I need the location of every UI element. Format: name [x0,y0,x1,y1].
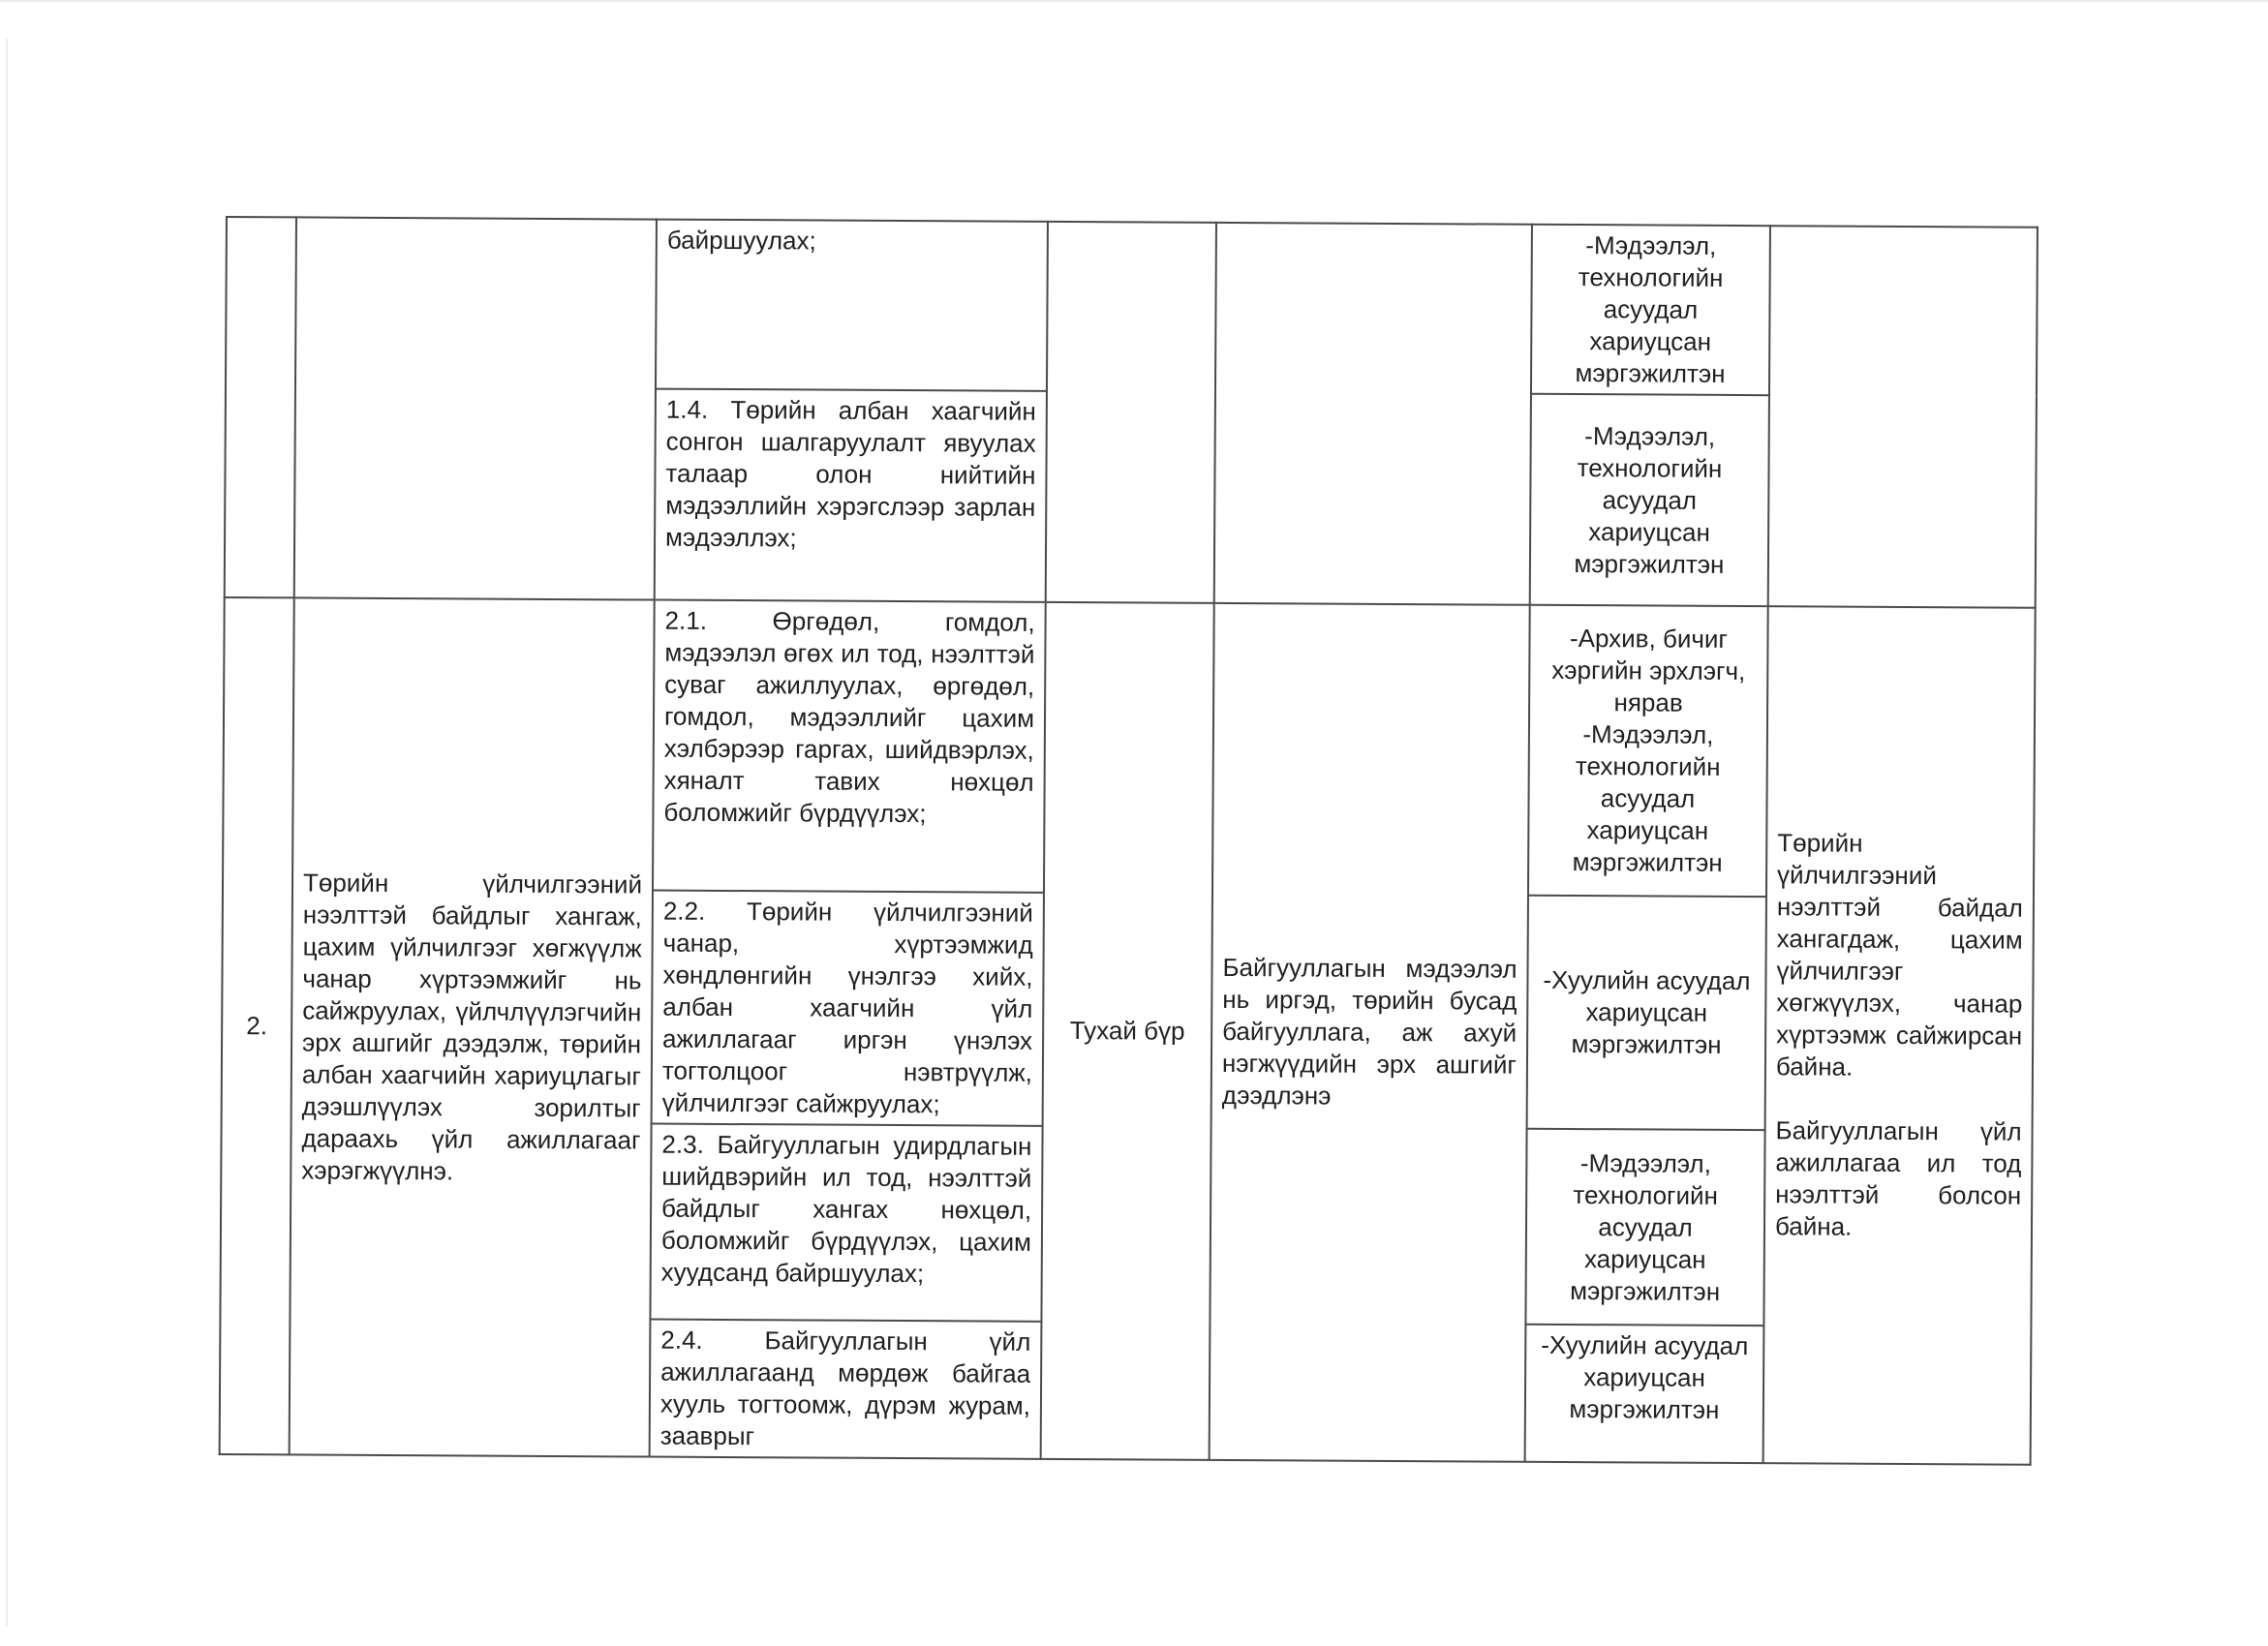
task-cell: 2.2. Төрийн үйлчилгээний чанар, хүртээмжид хөндлөнгийн үнэлгээ хийх, албан хаагчийн үйл ажиллагааг иргэн үнэлэх тогтолцоог нэвтрүүлж, үйлчилгээг сайжруулах; [652,891,1044,1126]
row-number-cell: 2. [220,597,294,1454]
outcome-cell [1768,226,2038,608]
responsible-cell: -Мэдээлэл, технологийн асуудал хариуцсан мэргэжилтэн [1525,1129,1764,1326]
scan-edge-top [0,0,2268,3]
timing-cell [1046,222,1216,603]
responsible-cell: -Архив, бичиг хэргийн эрхлэгч, нярав -Мэдээлэл, технологийн асуудал хариуцсан мэргэжилтэн [1528,605,1768,897]
row-number-cell [225,217,296,597]
scan-edge-left [6,39,8,1627]
table-row [226,217,2038,397]
responsible-cell: -Мэдээлэл, технологийн асуудал хариуцсан мэргэжилтэн [1530,394,1769,606]
result-cell [1214,223,1532,605]
responsible-cell: -Мэдээлэл, технологийн асуудал хариуцсан мэргэжилтэн [1531,225,1770,395]
action-plan-table [219,216,2038,1466]
goal-cell [294,217,657,599]
task-cell: 2.1. Өргөдөл, гомдол, мэдээлэл өгөх ил тод, нээлттэй суваг ажиллуулах, өргөдөл, гомдол, мэдээллийг цахим хэлбэрээр гаргах, шийдвэрлэх, хяналт тавих нөхцөл боломжийг бүрдүүлэх; [653,600,1046,893]
responsible-cell: -Хуулийн асуудал хариуцсан мэргэжилтэн [1527,896,1766,1130]
result-cell: Байгууллагын мэдээлэл нь иргэд, төрийн бусад байгууллага, аж ахуй нэгжүүдийн эрх ашгийг дээдлэнэ [1210,603,1530,1462]
task-cell: байршуулах; [656,220,1048,391]
task-cell: 1.4. Төрийн албан хаагчийн сонгон шалгаруулалт явуулах талаар олон нийтийн мэдээллийн хэрэгслээр зарлан мэдээллэх; [655,389,1047,602]
goal-cell: Төрийн үйлчилгээний нээлттэй байдлыг хангаж, цахим үйлчилгээг хөгжүүлж чанар хүртээмжийг нь сайжруулах, үйлчлүүлэгчийн эрх ашгийг дээдэлж, төрийн албан хаагчийн хариуцлагыг дээшлүүлэх зорилтыг дараахь үйл ажиллагааг хэрэгжүүлнэ. [290,597,655,1456]
task-cell: 2.3. Байгууллагын удирдлагын шийдвэрийн ил тод, нээлттэй байдлыг хангах нөхцөл, боломжийг бүрдүүлэх, цахим хуудсанд байршуулах; [650,1124,1042,1322]
table-row [223,597,2036,899]
outcome-cell: Төрийн үйлчилгээний нээлттэй байдал хангагдаж, цахим үйлчилгээг хөгжүүлэх, чанар хүртээмж сайжирсан байна. Байгууллагын үйл ажиллагаа ил тод нээлттэй болсон байна. [1763,606,2036,1465]
timing-cell: Тухай бүр [1041,602,1214,1460]
responsible-cell: -Хуулийн асуудал хариуцсан мэргэжилтэн [1525,1325,1764,1463]
task-cell: 2.4. Байгууллагын үйл ажиллагаанд мөрдөж байгаа хууль тогтоомж, дүрэм журам, зааврыг [650,1320,1042,1459]
